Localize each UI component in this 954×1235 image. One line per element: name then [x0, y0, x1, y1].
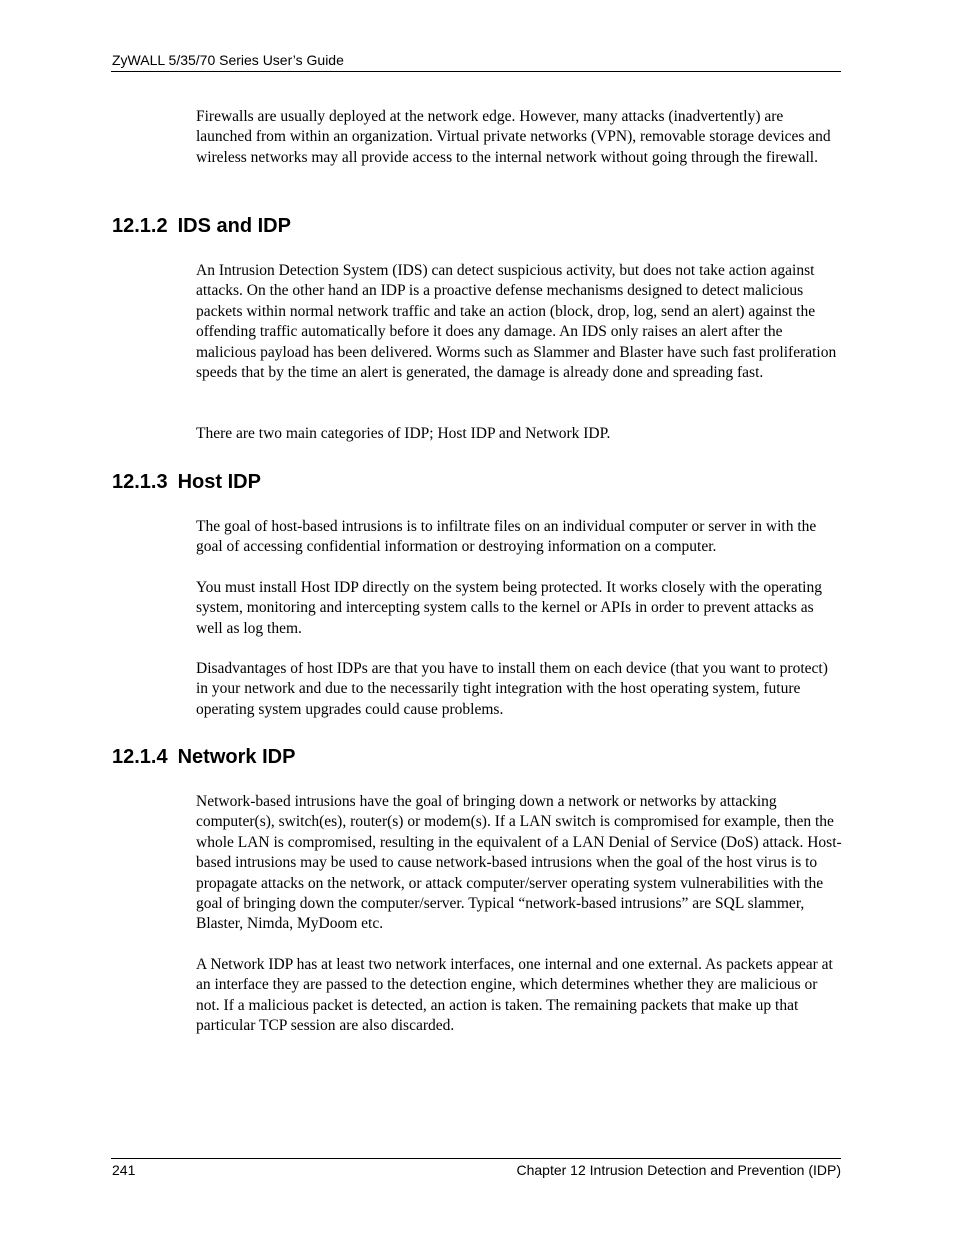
- host-idp-paragraph-1: The goal of host-based intrusions is to infiltrate files on an individual computer or server in with the goal of accessing confidential information or destroying information on a computer.: [196, 518, 817, 556]
- section-title: IDS and IDP: [177, 215, 291, 237]
- page-number: 241: [112, 1162, 136, 1178]
- network-idp-paragraph-2: A Network IDP has at least two network interfaces, one internal and one external. As packets appear at an interface they are passed to the detection engine, which determines whether they are malicious or not. If a malicious packet is detected, an action is taken. The remaining packets that make up that particular TCP session are also discarded.: [196, 956, 833, 1035]
- chapter-title: Chapter 12 Intrusion Detection and Prevention (IDP): [516, 1162, 841, 1178]
- section-number: 12.1.4: [112, 746, 168, 768]
- intro-paragraph: Firewalls are usually deployed at the network edge. However, many attacks (inadvertently) are launched from within an organization. Virtual private networks (VPN), removable storage devices and wireless networks may all provide access to the internal network without going through the firewall.: [196, 108, 831, 166]
- ids-idp-paragraph-2: There are two main categories of IDP; Host IDP and Network IDP.: [196, 425, 611, 442]
- guide-title: ZyWALL 5/35/70 Series User’s Guide: [112, 52, 344, 68]
- section-heading-network-idp: [112, 745, 295, 769]
- host-idp-paragraph-2: You must install Host IDP directly on the system being protected. It works closely with the operating system, monitoring and intercepting system calls to the kernel or APIs in order to prevent attacks as well as log them.: [196, 579, 822, 637]
- section-title: Network IDP: [177, 746, 296, 768]
- section-heading-host-idp: [112, 470, 261, 494]
- section-number: 12.1.3: [112, 471, 168, 493]
- footer-divider: [111, 1158, 841, 1159]
- network-idp-paragraph-1: Network-based intrusions have the goal of bringing down a network or networks by attacking computer(s), switch(es), router(s) or modem(s). If a LAN switch is compromised for example, then the whole LAN is compromised, resulting in the equivalent of a LAN Denial of Service (DoS) attack. Host-based intrusions may be used to cause network-based intrusions when the goal of the host virus is to propagate attacks on the network, or attack computer/server operating system vulnerabilities with the goal of bringing down the computer/server. Typical “network-based intrusions” are SQL slammer, Blaster, Nimda, MyDoom etc.: [196, 793, 842, 933]
- section-number: 12.1.2: [112, 215, 168, 237]
- host-idp-paragraph-3: Disadvantages of host IDPs are that you have to install them on each device (that you want to protect) in your network and due to the necessarily tight integration with the host operating system, future operating system upgrades could cause problems.: [196, 660, 828, 718]
- section-title: Host IDP: [177, 471, 261, 493]
- section-heading-ids-and-idp: [112, 214, 291, 238]
- header-divider: [111, 71, 841, 72]
- ids-idp-paragraph-1: An Intrusion Detection System (IDS) can detect suspicious activity, but does not take action against attacks. On the other hand an IDP is a proactive defense mechanisms designed to detect malicious packets within normal network traffic and take an action (block, drop, log, send an alert) against the offending traffic automatically before it does any damage. An IDS only raises an alert after the malicious payload has been delivered. Worms such as Slammer and Blaster have such fast proliferation speeds that by the time an alert is generated, the damage is already done and spreading fast.: [196, 262, 837, 382]
